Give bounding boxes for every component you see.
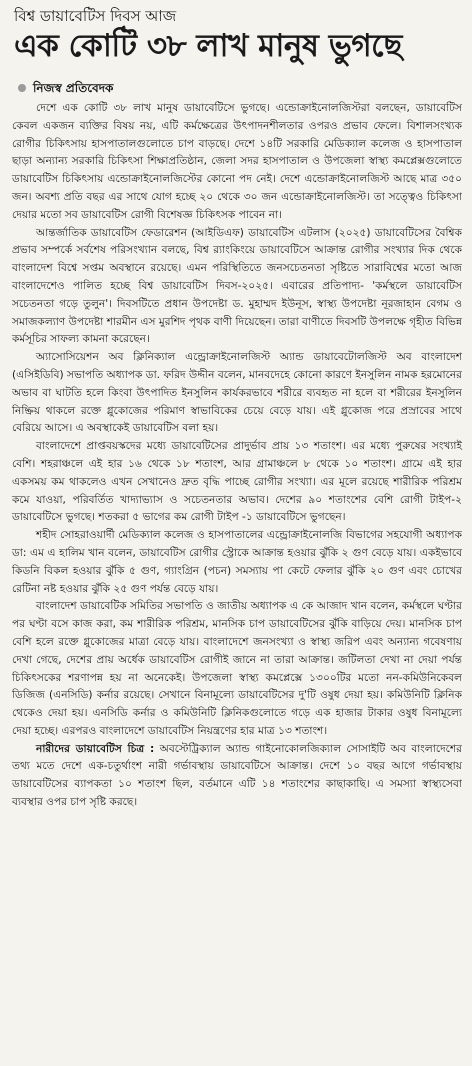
subhead-lead-in: নারীদের ডায়াবেটিস চিত্র : [36,742,155,755]
paragraph: বাংলাদেশ ডায়াবেটিক সমিতির সভাপতি ও জাতীয় অধ্যাপক এ কে আজাদ খান বলেন, কর্মস্থলে ঘণ্টার পর ঘণ্টা বসে কাজ করা, কম শারীরিক পরিশ্রম, মানসিক চাপ ডায়াবেটিসের ঝুঁকি বাড়িয়ে দেয়। মানসিক চাপ বেশি হলে রক্তে গ্লুকোজের মাত্রা বেড়ে যায়। বাংলাদেশে জনসংখ্যা ও স্বাস্থ্য জরিপ এবং অন্যান্য গবেষণায় দেখা গেছে, দেশের প্রায় অর্ধেক ডায়াবেটিস রোগীই জানে না তারা আক্রান্ত। জটিলতা দেখা না দেয়া পর্যন্ত চিকিৎসকের শরণাপন্ন হয় না অনেকেই। উপজেলা স্বাস্থ্য কমপ্লেক্সে ১৩০০টির মতো নন-কমিউনিকেবল ডিজিজ (এনসিডি) কর্নার রয়েছে। সেখানে বিনামূল্যে ডায়াবেটিসের দু'টি ওষুধ দেয়া হয়। কমিউনিটি ক্লিনিক থেকেও দেয়া হয়। এনসিডি কর্নার ও কমিউনিটি ক্লিনিকগুলোতে গড়ে এক হাজার টাকার ওষুধ বিনামূল্যে দেয়া হচ্ছে। এরপরও বাংলাদেশে ডায়াবেটিস নিয়ন্ত্রণের হার মাত্র ১৩ শতাংশ। [12,600,462,737]
bullet-icon [18,84,26,92]
paragraph: বাংলাদেশে প্রাপ্তবয়স্কদের মধ্যে ডায়াবেটিসের প্রাদুর্ভাব প্রায় ১৩ শতাংশ। এর মধ্যে পুরুষের সংখ্যাই বেশি। শহরাঞ্চলে এই হার ১৬ থেকে ১৮ শতাংশ, আর গ্রামাঞ্চলে ৮ থেকে ১০ শতাংশ। গ্রামে এই হার একসময় কম থাকলেও এখন সেখানেও দ্রুত বৃদ্ধি পাচ্ছে রোগীর সংখ্যা। এর মূলে রয়েছে শারীরিক পরিশ্রম কমে যাওয়া, পরিবর্তিত খাদ্যাভ্যাস ও সচেতনতার অভাব। দেশের ৯০ শতাংশের বেশি রোগী টাইপ-২ ডায়াবেটিসে ভুগছে। শতকরা ৫ ভাগের কম রোগী টাইপ -১ ডায়াবেটিসে ভুগছেন। [12,440,462,524]
paragraph: শহীদ সোহরাওয়ার্দী মেডিক্যাল কলেজ ও হাসপাতালের এন্ড্রোক্রাইনোলজি বিভাগের সহযোগী অধ্যাপক ডা: এম এ হালিম খান বলেন, ডায়াবেটিস রোগীর স্ট্রোকে আক্রান্ত হওয়ার ঝুঁকি ২ গুণ বেড়ে যায়। একইভাবে কিডনি বিকল হওয়ার ঝুঁকি ৫ গুণ, গ্যাংগ্রিন (পচন) সমস্যায় পা কেটে ফেলার ঝুঁকি ২০ গুণ এবং চোখের রেটিনা নষ্ট হওয়ার ঝুঁকি ২৫ গুণ পর্যন্ত বেড়ে যায়। [12,529,462,595]
byline-text: নিজস্ব প্রতিবেদক [33,81,114,95]
article-kicker: বিশ্ব ডায়াবেটিস দিবস আজ [14,7,177,25]
paragraph-text: অবস্টেট্রিক্যাল অ্যান্ড গাইনোকোলজিক্যাল সোসাইটি অব বাংলাদেশের তথ্য মতে দেশে এক-চতুর্থাংশ নারী গর্ভাবস্থায় ডায়াবেটিসে আক্রান্ত। দেশে ১০ বছর আগে গর্ভাবস্থায় ডায়াবেটিসের ব্যাপকতা ১০ শতাংশ ছিল, বর্তমানে এটি ১৪ শতাংশের কাছাকাছি। এ সমস্যা স্বাস্থ্যসেবা ব্যবস্থার ওপর চাপ সৃষ্টি করছে। [12,742,462,809]
paragraph: আন্তর্জাতিক ডায়াবেটিস ফেডারেশন (আইডিএফ) ডায়াবেটিস এটলাস (২০২৫) ডায়াবেটিসের বৈশ্বিক প্রভাব সম্পর্কে সর্বশেষ পরিসংখ্যান বলছে, বিশ্ব র‌্যাংকিংয়ে ডায়াবেটিসে আক্রান্ত রোগীর সংখ্যার দিক থেকে বাংলাদেশ বিশ্বে সপ্তম অবস্থানে রয়েছে। এমন পরিস্থিতিতে জনসচেতনতা সৃষ্টিতে সারাবিশ্বের মতো আজ বাংলাদেশেও পালিত হচ্ছে বিশ্ব ডায়াবেটিস দিবস-২০২৫। এবারের প্রতিপাদ্য- 'কর্মস্থলে ডায়াবেটিস সচেতনতা গড়ে তুলুন'। দিবসটিতে প্রধান উপদেষ্টা ড. মুহাম্মদ ইউনূস, স্বাস্থ্য উপদেষ্টা নূরজাহান বেগম ও সমাজকল্যাণ উপদেষ্টা শারমীন এস মুরশিদ পৃথক বাণী দিয়েছেন। তারা বাণীতে দিবসটি উপলক্ষে গৃহীত বিভিন্ন কর্মসূচির সাফল্য কামনা করেছেন। [12,226,462,346]
article-body [12,100,462,812]
paragraph: অ্যাসোসিয়েশন অব ক্লিনিক্যাল এন্ড্রোক্রাইনোলজিস্ট অ্যান্ড ডায়াবেটোলজিস্ট অব বাংলাদেশ (এসিইডিবি) সভাপতি অধ্যাপক ডা. ফরিদ উদ্দীন বলেন, মানবদেহে কোনো কারণে ইনসুলিন নামক হরমোনের অভাব বা ঘাটতি হলে কিংবা উৎপাদিত ইনসুলিন কার্যকরভাবে শরীরে ব্যবহৃত না হলে বা শরীরের ইনসুলিন নিষ্ক্রিয় থাকলে রক্তে গ্লুকোজের পরিমাণ স্বাভাবিকের চেয়ে বেড়ে যায়। এই গ্লুকোজ পরে প্রস্রাবের সাথে বেরিয়ে আসে। এ অবস্থাকেই ডায়াবেটিস বলা হয়। [12,351,462,435]
paragraph: দেশে এক কোটি ৩৮ লাখ মানুষ ডায়াবেটিসে ভুগছে। এন্ডোক্রাইনোলজিস্টরা বলছেন, ডায়াবেটিস কেবল একজন ব্যক্তির বিষয় নয়, এটি কর্মক্ষেত্রের উৎপাদনশীলতার ওপরও প্রভাব ফেলে। বিশালসংখ্যক রোগীর চিকিৎসায় হাসপাতালগুলোতে চাপ বাড়ছে। দেশে ১৪টি সরকারি মেডিক্যাল কলেজ ও হাসপাতাল ছাড়া অন্যান্য সরকারি চিকিৎসা শিক্ষাপ্রতিষ্ঠান, জেলা সদর হাসপাতাল ও উপজেলা স্বাস্থ্য কমপ্লেক্সগুলোতে ডায়াবেটিস চিকিৎসায় এন্ডোক্রাইনোলজিস্টের কোনো পদ নেই। দেশে এন্ডোক্রাইনোলজিস্ট আছে মাত্র ৩৫০ জন। অবশ্য প্রতি বছর এর সাথে যোগ হচ্ছে ২০ থেকে ৩০ জন এন্ডোক্রাইনোলজিস্ট। তা সত্ত্বেও চিকিৎসা দেয়ার মতো সব ডায়াবেটিস রোগী বিশেষজ্ঞ চিকিৎসক পাবেন না। [12,102,462,221]
article-headline: এক কোটি ৩৮ লাখ মানুষ ভুগছে [14,28,402,64]
article-byline [18,80,462,96]
paragraph [12,741,462,812]
